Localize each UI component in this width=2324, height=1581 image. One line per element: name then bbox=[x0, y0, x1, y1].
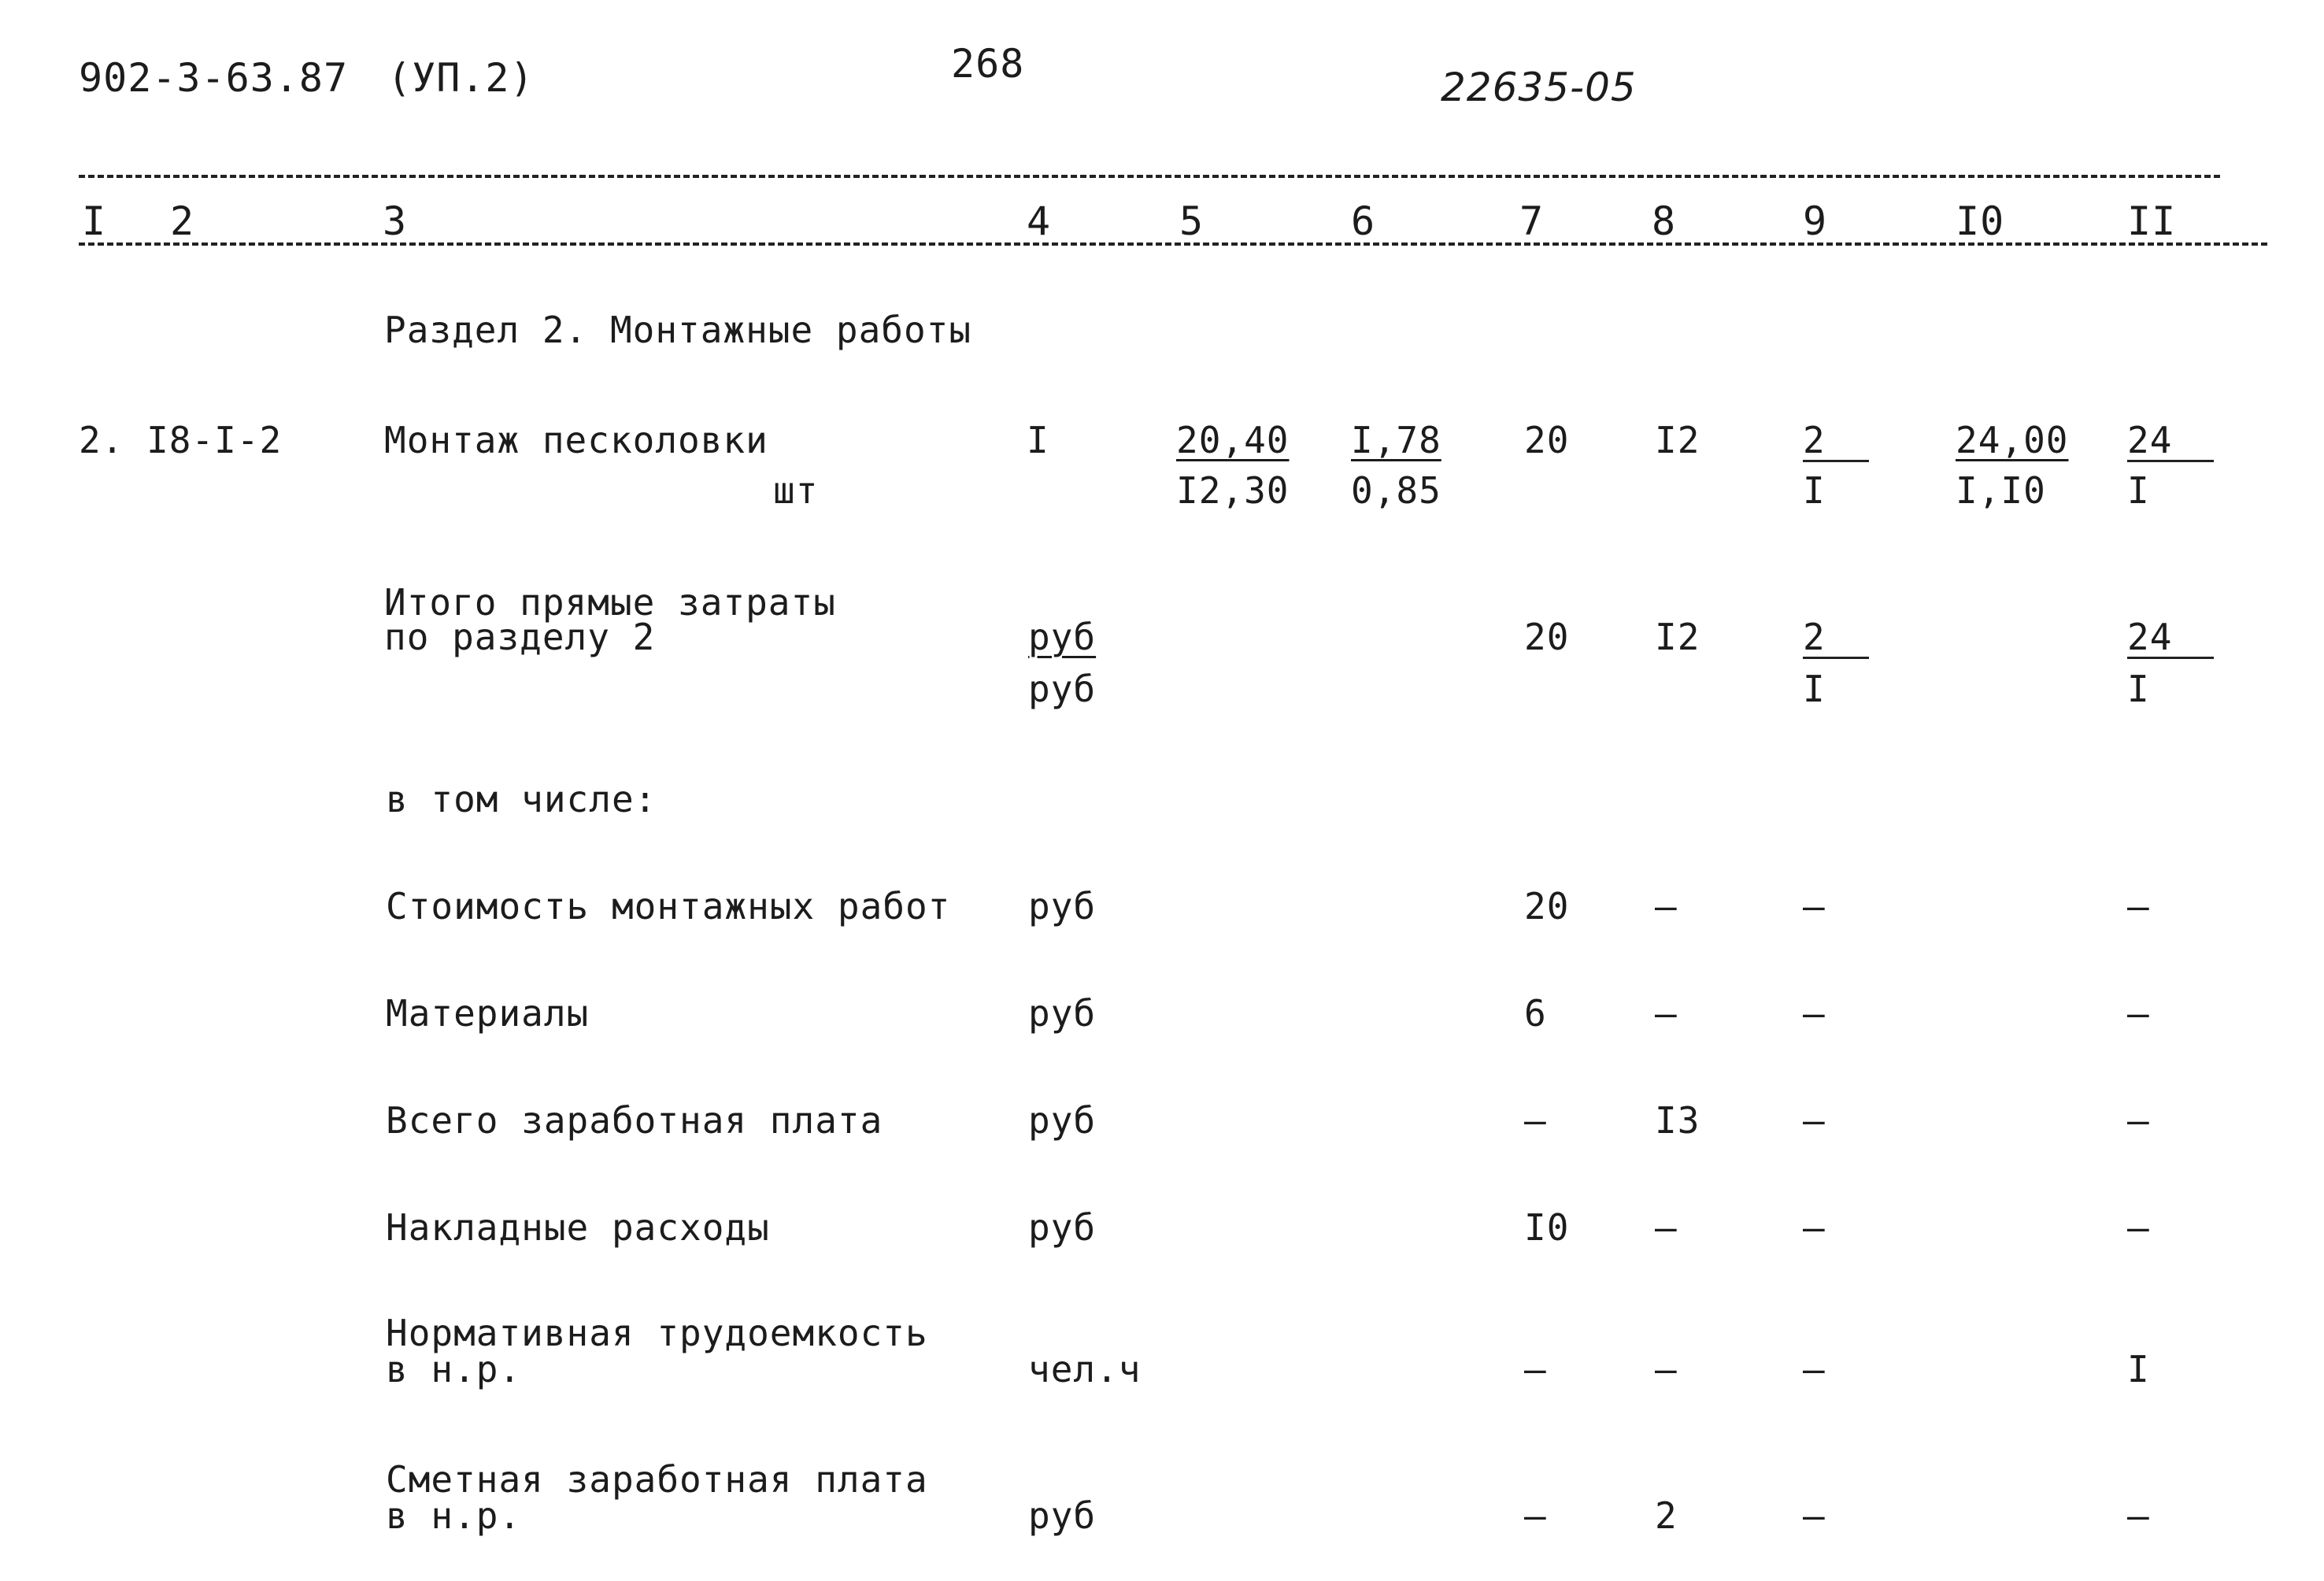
breakdown-cost: – bbox=[1524, 1494, 1547, 1537]
column-header-1: I bbox=[82, 198, 107, 244]
breakdown-labor: – bbox=[2127, 992, 2150, 1035]
breakdown-labor: – bbox=[2127, 885, 2150, 927]
total-machines-underline bbox=[1803, 657, 1869, 659]
section-title: Раздел 2. Монтажные работы bbox=[384, 309, 972, 351]
total-labor-underline bbox=[2127, 657, 2214, 659]
item-labor-total-top: 24 bbox=[2127, 419, 2173, 461]
breakdown-label: Материалы bbox=[386, 992, 590, 1035]
breakdown-cost: – bbox=[1524, 1348, 1547, 1390]
item-name: Монтаж песколовки bbox=[384, 419, 768, 461]
column-header-3: 3 bbox=[383, 198, 408, 244]
breakdown-labor: – bbox=[2127, 1099, 2150, 1142]
column-header-4: 4 bbox=[1027, 198, 1052, 244]
inventory-number: 22635-05 bbox=[1441, 65, 1637, 110]
item-labor-underline bbox=[2127, 460, 2214, 462]
breakdown-unit: руб bbox=[1028, 992, 1097, 1035]
breakdown-unit: руб bbox=[1028, 885, 1097, 927]
column-header-6: 6 bbox=[1351, 198, 1376, 244]
item-unit: шт bbox=[773, 469, 819, 512]
total-machines-bottom: I bbox=[1803, 668, 1826, 710]
breakdown-label-line1: Сметная заработная плата bbox=[386, 1458, 928, 1501]
including-label: в том числе: bbox=[386, 778, 657, 820]
item-machines-top: 2 bbox=[1803, 419, 1826, 461]
total-wages: I2 bbox=[1655, 616, 1700, 658]
breakdown-labor: – bbox=[2127, 1206, 2150, 1249]
column-header-10: I0 bbox=[1956, 198, 2005, 244]
document-code: 902-3-63.87 bbox=[79, 55, 349, 101]
item-labor-machine-unit: I,I0 bbox=[1956, 469, 2046, 512]
column-header-5: 5 bbox=[1179, 198, 1205, 244]
header-divider-bottom bbox=[79, 243, 2267, 246]
breakdown-cost: – bbox=[1524, 1099, 1547, 1142]
header-divider-top bbox=[79, 175, 2220, 178]
breakdown-unit: руб bbox=[1028, 1206, 1097, 1249]
breakdown-machines: – bbox=[1803, 885, 1826, 927]
breakdown-machines: – bbox=[1803, 1206, 1826, 1249]
breakdown-label: Накладные расходы bbox=[386, 1206, 770, 1249]
breakdown-cost: I0 bbox=[1524, 1206, 1570, 1249]
breakdown-wages: – bbox=[1655, 992, 1678, 1035]
total-cost: 20 bbox=[1524, 616, 1570, 658]
breakdown-wages: – bbox=[1655, 885, 1678, 927]
breakdown-cost: 20 bbox=[1524, 885, 1570, 927]
breakdown-unit: руб bbox=[1028, 1099, 1097, 1142]
column-header-9: 9 bbox=[1803, 198, 1828, 244]
breakdown-wages: 2 bbox=[1655, 1494, 1678, 1537]
total-unit-bottom: руб bbox=[1028, 668, 1097, 710]
total-machines-top: 2 bbox=[1803, 616, 1826, 658]
total-unit-top: руб bbox=[1028, 616, 1097, 658]
item-code: 2. I8-I-2 bbox=[79, 419, 283, 461]
breakdown-wages: – bbox=[1655, 1206, 1678, 1249]
column-header-8: 8 bbox=[1652, 198, 1677, 244]
breakdown-labor: – bbox=[2127, 1494, 2150, 1537]
page-number: 268 bbox=[951, 41, 1025, 87]
breakdown-cost: 6 bbox=[1524, 992, 1547, 1035]
breakdown-unit: чел.ч bbox=[1028, 1348, 1142, 1390]
total-label-line1: Итого прямые затраты bbox=[384, 581, 836, 624]
item-total-cost: 20 bbox=[1524, 419, 1570, 461]
item-labor-total-bottom: I bbox=[2127, 469, 2150, 512]
item-unit-cost-wages: I2,30 bbox=[1176, 469, 1290, 512]
total-labor-bottom: I bbox=[2127, 668, 2150, 710]
breakdown-label-line1: Нормативная трудоемкость bbox=[386, 1312, 928, 1354]
breakdown-label-line2: в н.р. bbox=[386, 1348, 522, 1390]
item-unit-cost-machines: I,78 bbox=[1351, 419, 1441, 461]
item-machines-bottom: I bbox=[1803, 469, 1826, 512]
item-machines-underline bbox=[1803, 460, 1869, 462]
item-unit-cost-total: 20,40 bbox=[1176, 419, 1290, 461]
breakdown-labor: I bbox=[2127, 1348, 2150, 1390]
breakdown-label: Всего заработная плата bbox=[386, 1099, 883, 1142]
breakdown-label-line2: в н.р. bbox=[386, 1494, 522, 1537]
item-quantity: I bbox=[1027, 419, 1049, 461]
breakdown-machines: – bbox=[1803, 992, 1826, 1035]
total-labor-top: 24 bbox=[2127, 616, 2173, 658]
total-label-line2: по разделу 2 bbox=[384, 616, 656, 658]
breakdown-machines: – bbox=[1803, 1099, 1826, 1142]
item-wages: I2 bbox=[1655, 419, 1700, 461]
breakdown-machines: – bbox=[1803, 1494, 1826, 1537]
column-header-11: II bbox=[2127, 198, 2177, 244]
column-header-7: 7 bbox=[1519, 198, 1545, 244]
breakdown-wages: I3 bbox=[1655, 1099, 1700, 1142]
item-labor-unit: 24,00 bbox=[1956, 419, 2069, 461]
breakdown-machines: – bbox=[1803, 1348, 1826, 1390]
item-unit-cost-machine-wages: 0,85 bbox=[1351, 469, 1441, 512]
breakdown-label: Стоимость монтажных работ bbox=[386, 885, 951, 927]
album-label: (УП.2) bbox=[387, 55, 535, 101]
column-header-2: 2 bbox=[170, 198, 195, 244]
breakdown-wages: – bbox=[1655, 1348, 1678, 1390]
breakdown-unit: руб bbox=[1028, 1494, 1097, 1537]
